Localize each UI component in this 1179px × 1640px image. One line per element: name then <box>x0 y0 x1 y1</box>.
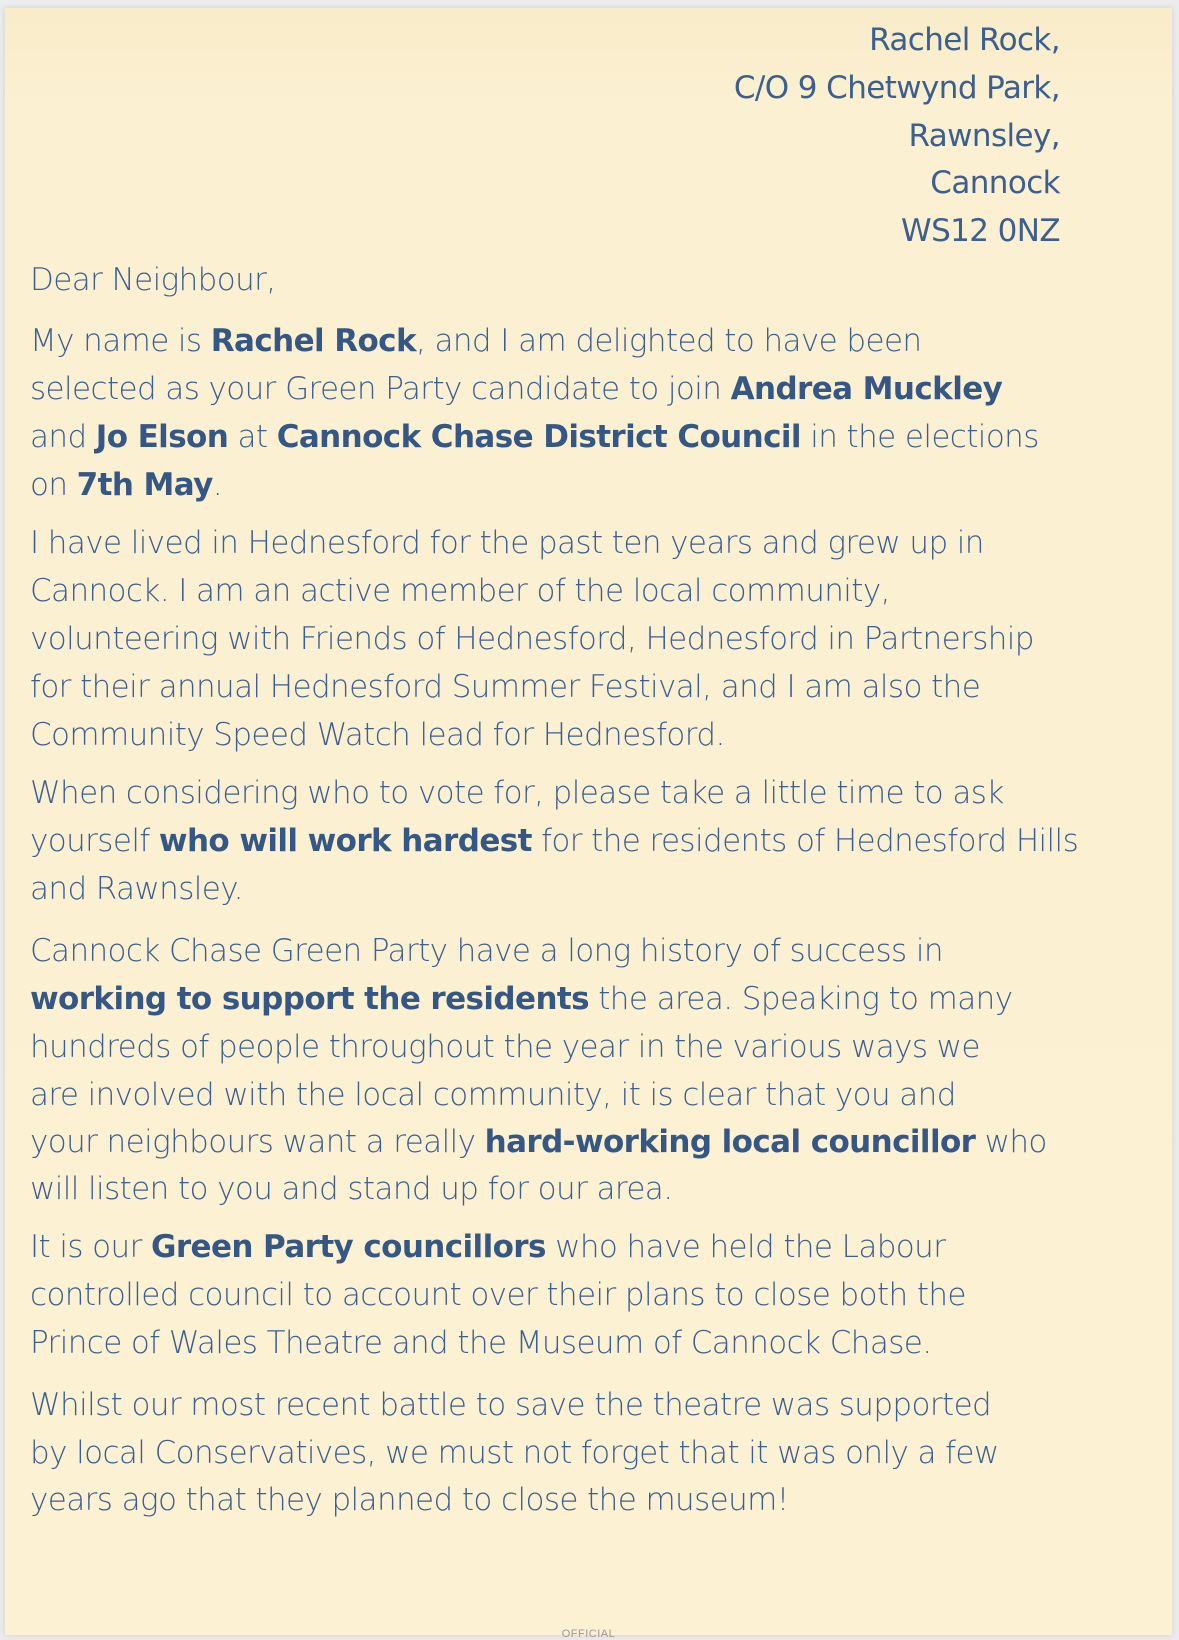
body-text: your neighbours want a really <box>30 1124 485 1160</box>
address-line-street: C/O 9 Chetwynd Park, <box>733 70 1060 106</box>
text-line <box>30 1325 932 1361</box>
body-text: for their annual Hednesford Summer Festival, and I am also the <box>30 669 981 705</box>
address-line-town: Cannock <box>930 165 1060 201</box>
text-line <box>30 717 725 753</box>
body-text: It is our <box>30 1229 151 1265</box>
emphasis-text: Jo Elson <box>95 419 229 455</box>
address-line-postcode: WS12 0NZ <box>901 213 1060 249</box>
body-text: Prince of Wales Theatre and the Museum of Cannock Chase. <box>30 1325 932 1361</box>
text-line <box>30 981 1012 1017</box>
body-text: Whilst our most recent battle to save the theatre was supported <box>30 1387 992 1423</box>
body-text: Cannock Chase Green Party have a long history of success in <box>30 933 943 969</box>
body-text: , and I am delighted to have been <box>415 323 922 359</box>
emphasis-text: Green Party councillors <box>150 1229 546 1265</box>
body-text: My name is <box>30 323 211 359</box>
body-text: at <box>228 419 277 455</box>
text-line <box>30 1171 672 1207</box>
body-text: by local Conservatives, we must not forget that it was only a few <box>30 1435 999 1471</box>
address-line-name: Rachel Rock, <box>869 22 1060 58</box>
body-text: will listen to you and stand up for our area. <box>30 1171 673 1207</box>
body-text: When considering who to vote for, please take a little time to ask <box>30 775 1004 811</box>
text-line <box>30 1124 1047 1160</box>
emphasis-text: Andrea Muckley <box>730 371 1003 407</box>
body-text: Cannock. I am an active member of the local community, <box>30 573 890 609</box>
text-line <box>30 933 943 969</box>
text-line <box>30 573 890 609</box>
text-line <box>30 419 1039 455</box>
text-line <box>30 871 243 907</box>
body-text: controlled council to account over their plans to close both the <box>30 1277 966 1313</box>
text-line <box>30 467 222 503</box>
body-text: Community Speed Watch lead for Hednesford. <box>30 717 725 753</box>
body-text: who have held the Labour <box>545 1229 946 1265</box>
text-line <box>30 525 984 561</box>
body-text: who <box>975 1124 1047 1160</box>
body-text: years ago that they planned to close the museum! <box>30 1482 789 1518</box>
text-line <box>30 323 921 359</box>
classification-label: OFFICIAL <box>561 1628 616 1640</box>
text-line <box>30 669 980 705</box>
text-line <box>30 621 1034 657</box>
emphasis-text: working to support the residents <box>30 981 589 1017</box>
body-text: are involved with the local community, it is clear that you and <box>30 1077 956 1113</box>
text-line <box>30 1229 945 1265</box>
text-line <box>30 1435 999 1471</box>
text-line <box>30 1077 956 1113</box>
text-line <box>30 1277 966 1313</box>
body-text: and <box>30 419 96 455</box>
address-line-village: Rawnsley, <box>908 118 1060 154</box>
text-line <box>30 1387 991 1423</box>
body-text: the area. Speaking to many <box>588 981 1013 1017</box>
text-line <box>30 775 1004 811</box>
emphasis-text: hard-working local councillor <box>484 1124 976 1160</box>
emphasis-text: 7th May <box>76 467 213 503</box>
body-text: for the residents of Hednesford Hills <box>531 823 1079 859</box>
text-line <box>30 823 1078 859</box>
body-text: in the elections <box>800 419 1039 455</box>
body-text: I have lived in Hednesford for the past ten years and grew up in <box>30 525 984 561</box>
text-line <box>30 1029 980 1065</box>
body-text: volunteering with Friends of Hednesford, Hednesford in Partnership <box>30 621 1034 657</box>
body-text: on <box>30 467 77 503</box>
body-text: selected as your Green Party candidate to join <box>30 371 731 407</box>
body-text: yourself <box>30 823 159 859</box>
letter-page <box>5 8 1172 1640</box>
salutation: Dear Neighbour, <box>30 262 276 298</box>
body-text: hundreds of people throughout the year in the various ways we <box>30 1029 980 1065</box>
emphasis-text: who will work hardest <box>158 823 532 859</box>
emphasis-text: Rachel Rock <box>210 323 416 359</box>
text-line <box>30 1482 789 1518</box>
body-text: and Rawnsley. <box>30 871 243 907</box>
emphasis-text: Cannock Chase District Council <box>276 419 801 455</box>
text-line <box>30 371 1002 407</box>
body-text: . <box>212 467 223 503</box>
